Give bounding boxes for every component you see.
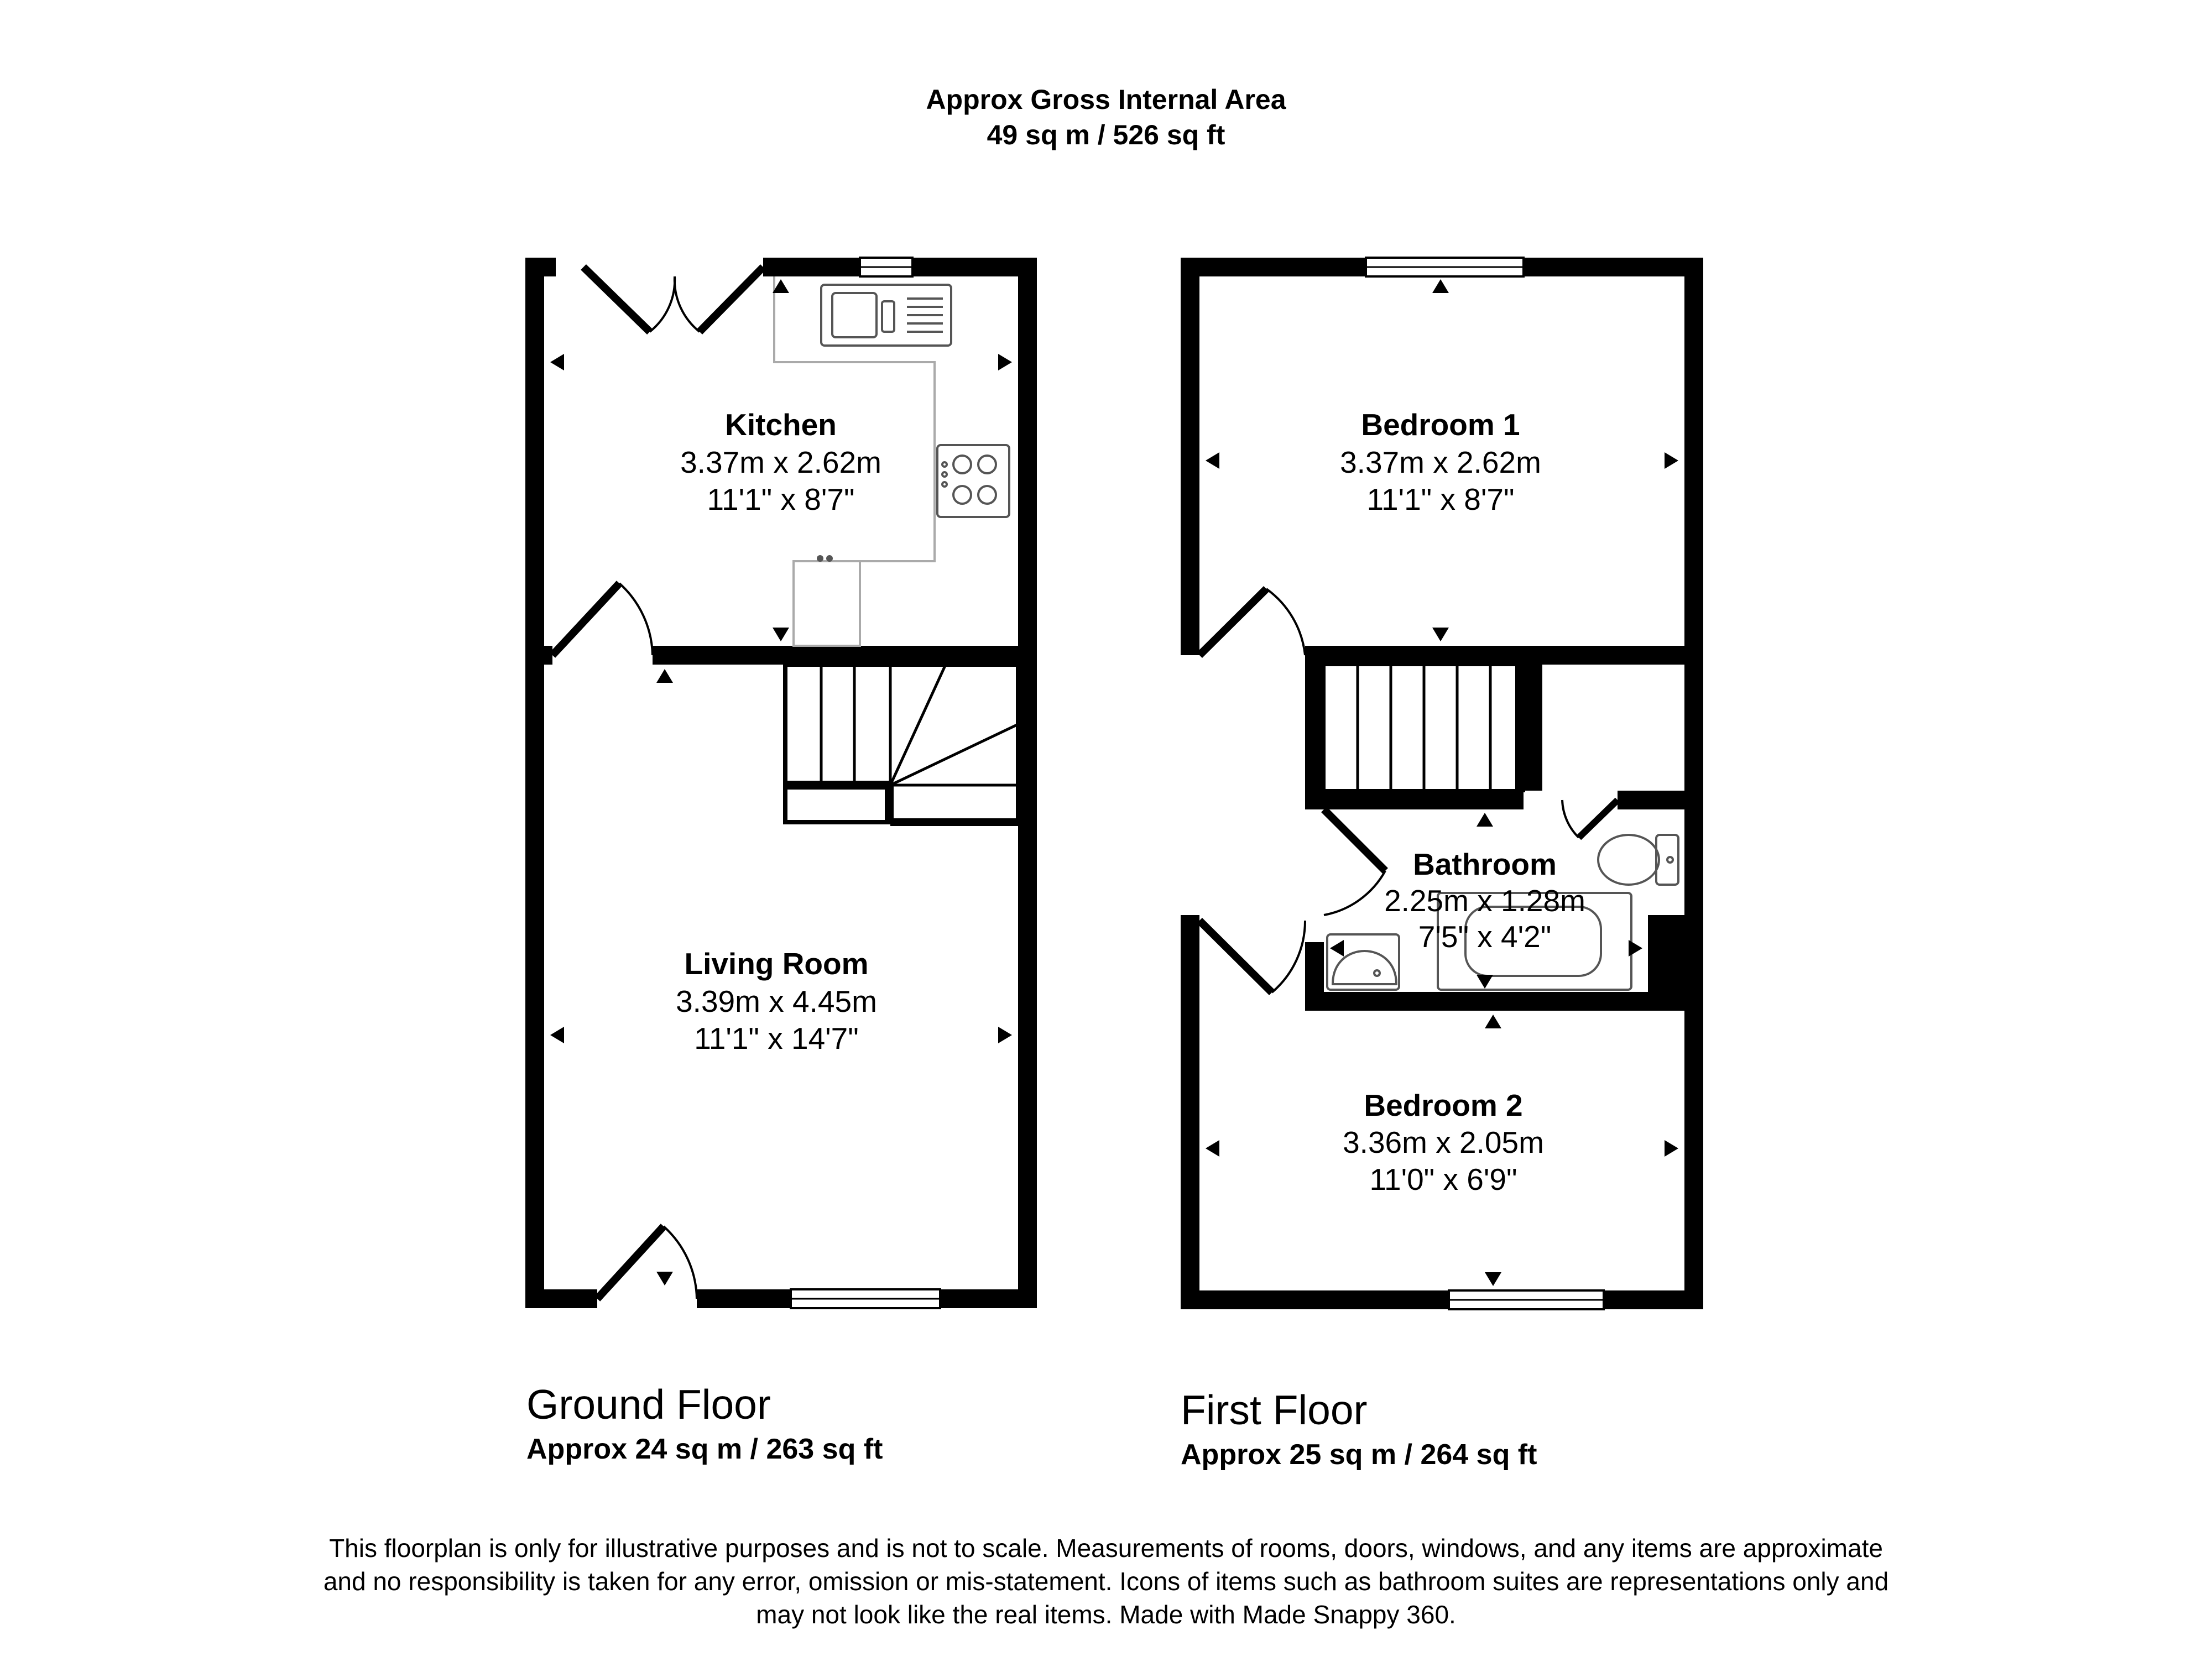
- bathroom-name: Bathroom: [1413, 847, 1557, 881]
- kitchen-sink-icon: [821, 285, 951, 346]
- disclaimer-line-1: This floorplan is only for illustrative purposes and is not to scale. Measurements of rooms, doors, windows, and any items are approximate: [329, 1534, 1883, 1563]
- kitchen-name: Kitchen: [725, 407, 837, 442]
- first-floor-caption: [1181, 1385, 1537, 1472]
- hob-icon: [937, 445, 1009, 517]
- basin-icon: [1327, 934, 1399, 990]
- bathroom-metric: 2.25m x 1.28m: [1384, 884, 1585, 918]
- living-room-name: Living Room: [684, 947, 869, 981]
- first-floor-area: Approx 25 sq m / 264 sq ft: [1181, 1439, 1537, 1471]
- toilet-icon: [1598, 835, 1678, 885]
- bedroom1-name: Bedroom 1: [1361, 407, 1520, 442]
- bedroom2-metric: 3.36m x 2.05m: [1343, 1125, 1544, 1159]
- kitchen-imperial: 11'1" x 8'7": [707, 482, 855, 516]
- gia-area: 49 sq m / 526 sq ft: [987, 119, 1225, 150]
- bedroom2-imperial: 11'0" x 6'9": [1369, 1162, 1517, 1196]
- disclaimer-line-2: and no responsibility is taken for any error, omission or mis-statement. Icons of items such as bathroom suites are representations only and: [323, 1567, 1889, 1596]
- kitchen-appliance: [794, 561, 860, 646]
- gia-title: Approx Gross Internal Area: [926, 84, 1286, 115]
- ground-floor-name: Ground Floor: [526, 1381, 771, 1428]
- kitchen-metric: 3.37m x 2.62m: [680, 445, 881, 479]
- bedroom1-metric: 3.37m x 2.62m: [1340, 445, 1541, 479]
- living-room-metric: 3.39m x 4.45m: [676, 984, 877, 1018]
- ground-floor-area: Approx 24 sq m / 263 sq ft: [526, 1433, 883, 1465]
- front-door: [597, 1226, 697, 1299]
- ground-staircase: [785, 665, 1018, 826]
- living-room-imperial: 11'1" x 14'7": [694, 1021, 859, 1055]
- bathroom-imperial: 7'5" x 4'2": [1418, 919, 1552, 954]
- kitchen-french-doors: [583, 267, 763, 332]
- ground-internal-door: [552, 583, 653, 655]
- bedroom2-name: Bedroom 2: [1364, 1088, 1523, 1122]
- bedroom1-imperial: 11'1" x 8'7": [1366, 482, 1515, 516]
- disclaimer: [221, 1532, 1991, 1631]
- ground-floor-caption: [526, 1379, 883, 1467]
- disclaimer-line-3: may not look like the real items. Made with Made Snappy 360.: [756, 1600, 1456, 1629]
- first-floor-name: First Floor: [1181, 1387, 1368, 1433]
- first-staircase: [1324, 665, 1524, 791]
